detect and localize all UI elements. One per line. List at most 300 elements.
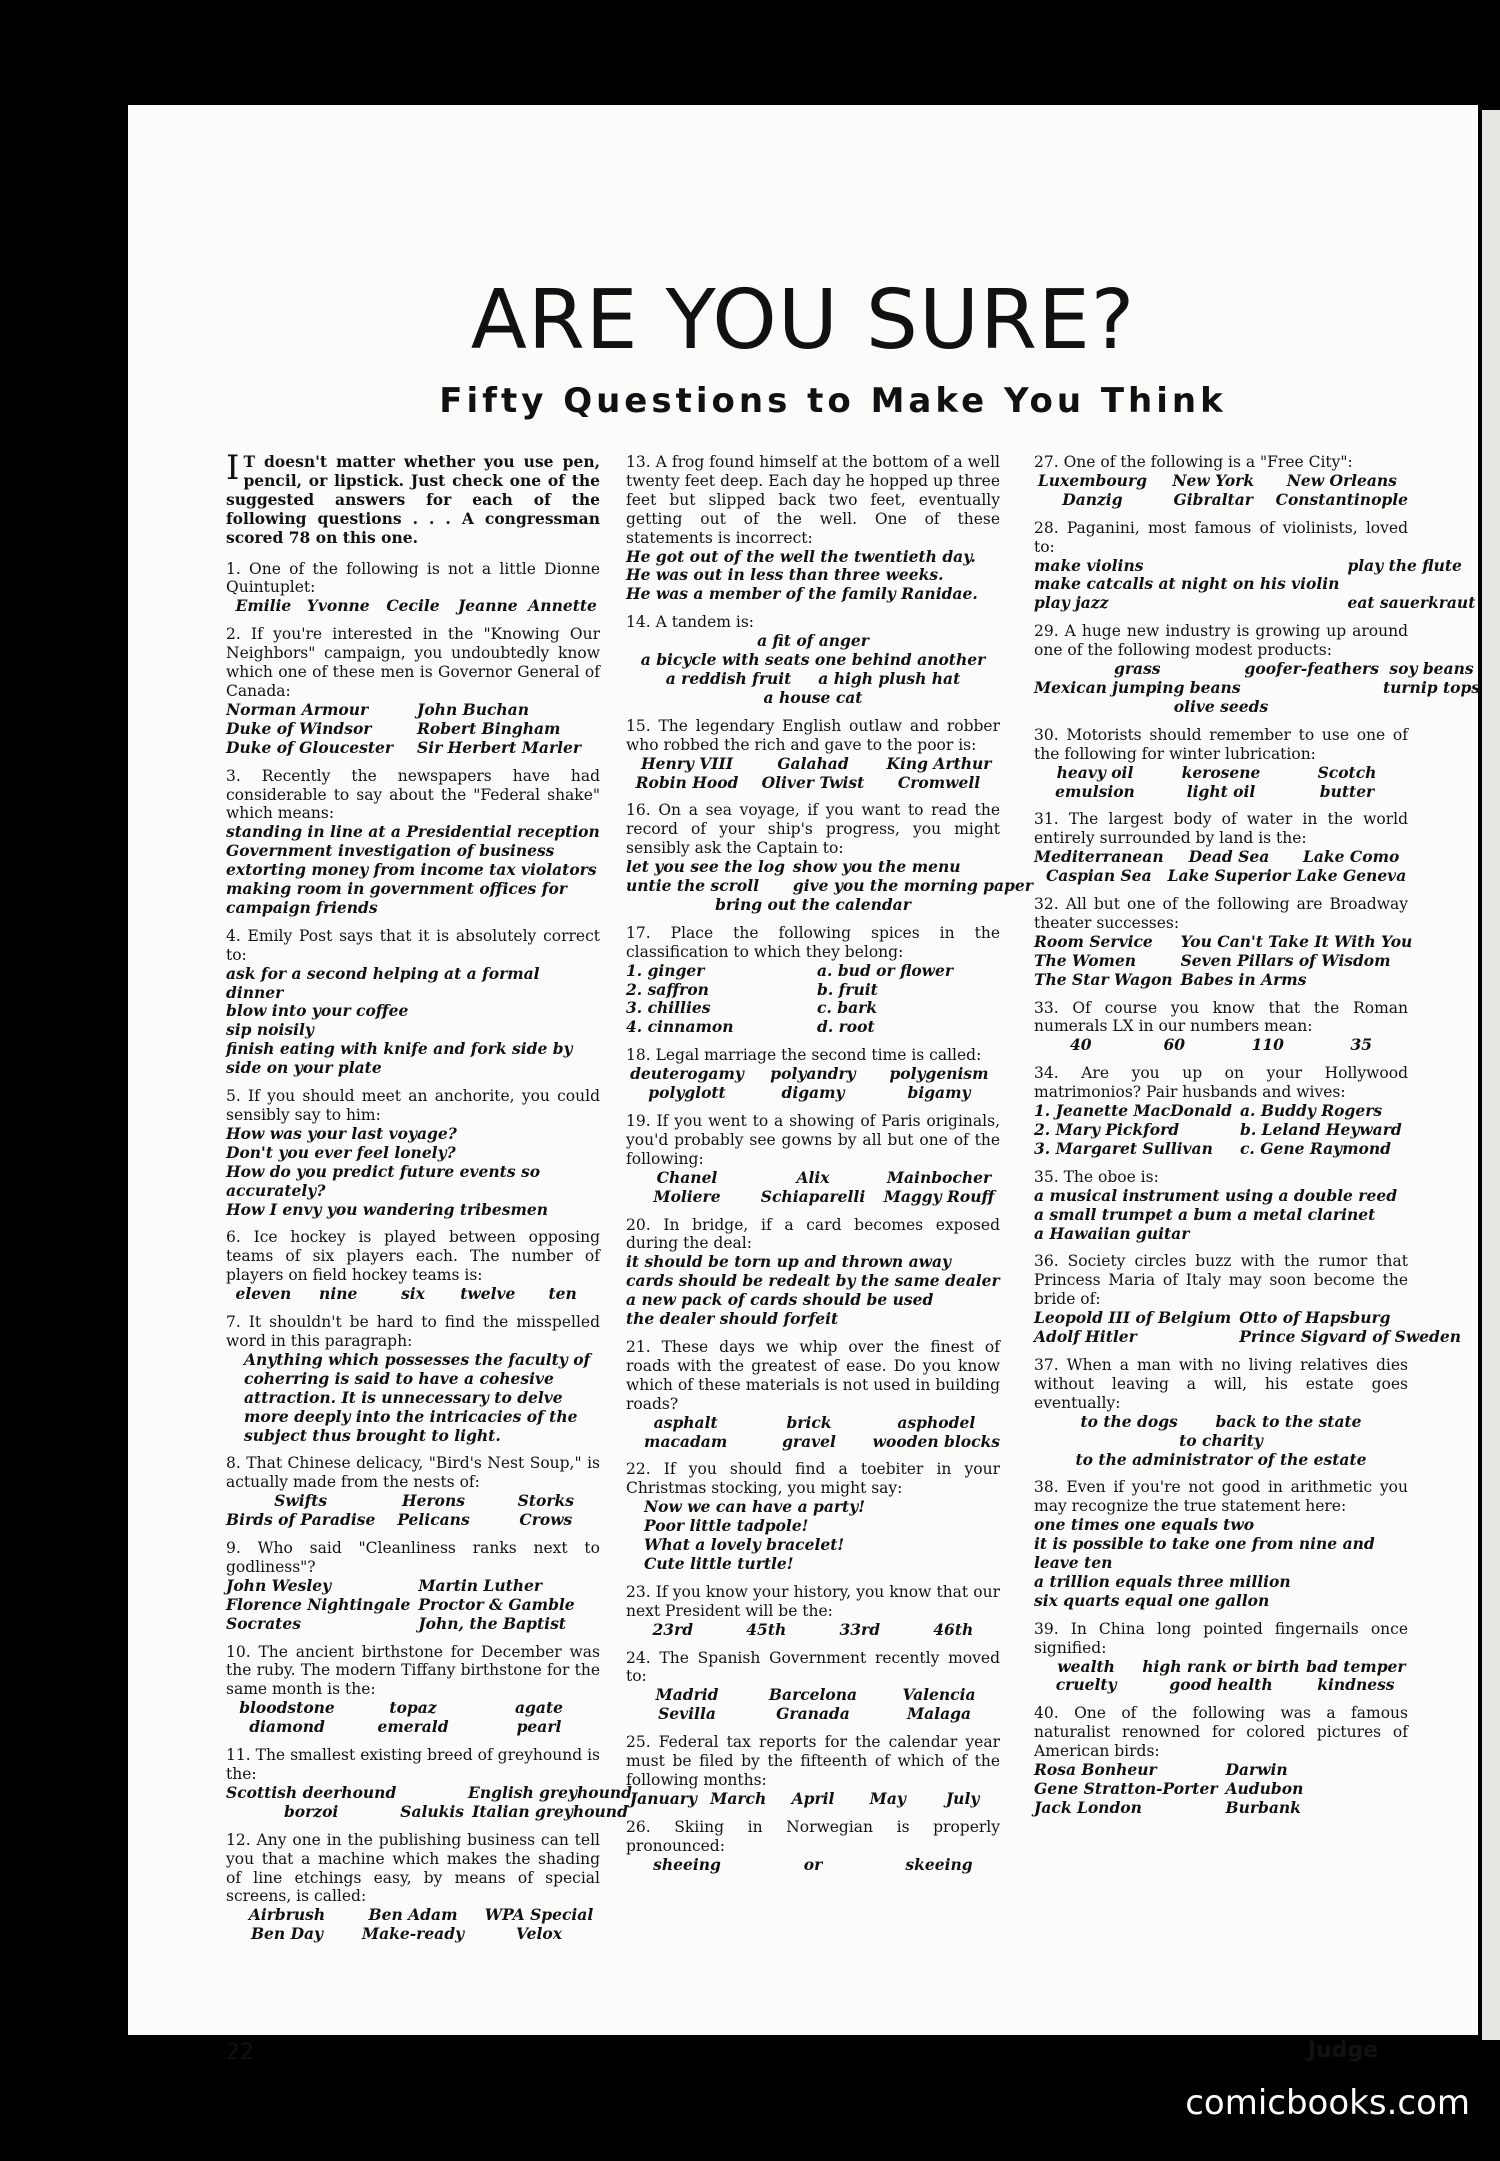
answer-option[interactable]: 4. cinnamon bbox=[626, 1017, 734, 1037]
answer-option[interactable]: heavy oil bbox=[1056, 762, 1134, 782]
answer-option[interactable]: Government investigation of business bbox=[226, 841, 555, 861]
answer-option[interactable]: Dead Sea bbox=[1188, 847, 1270, 867]
answer-option[interactable]: Duke of Windsor bbox=[226, 718, 372, 738]
answer-option[interactable]: emulsion bbox=[1055, 781, 1135, 801]
answer-options bbox=[1034, 1658, 1408, 1696]
answer-option[interactable]: a reddish fruit a high plush hat bbox=[665, 668, 961, 688]
answer-option[interactable]: Darwin bbox=[1225, 1760, 1288, 1780]
answer-option[interactable]: April bbox=[791, 1788, 835, 1808]
answer-options bbox=[1034, 764, 1408, 802]
answer-option[interactable]: 60 bbox=[1163, 1035, 1186, 1055]
answer-options bbox=[626, 1253, 1000, 1329]
answer-option[interactable]: wooden blocks bbox=[872, 1431, 1000, 1451]
question-text: 11. The smallest existing breed of greyhound is the: bbox=[226, 1746, 600, 1783]
answer-option[interactable]: Burbank bbox=[1225, 1797, 1301, 1817]
question-text: 26. Skiing in Norwegian is properly pronounced: bbox=[626, 1817, 1000, 1855]
answer-option[interactable]: topaz bbox=[389, 1698, 437, 1718]
question bbox=[226, 1228, 600, 1304]
answer-option[interactable]: Prince Sigvard of Sweden bbox=[1239, 1327, 1462, 1347]
answer-option[interactable]: Scotch bbox=[1317, 762, 1377, 782]
answer-option[interactable]: Annette bbox=[528, 596, 597, 616]
answer-option[interactable]: You Can't Take It With You bbox=[1180, 931, 1413, 951]
answer-option[interactable]: John Wesley bbox=[226, 1575, 332, 1595]
answer-options bbox=[226, 1906, 600, 1944]
answer-option[interactable]: Maggy Rouff bbox=[883, 1186, 995, 1206]
answer-option[interactable]: 40 bbox=[1069, 1035, 1092, 1055]
question bbox=[626, 1818, 1000, 1875]
answer-option[interactable]: bloodstone bbox=[239, 1698, 335, 1718]
answer-option[interactable]: a Hawaiian guitar bbox=[1034, 1223, 1190, 1243]
question-text: 13. A frog found himself at the bottom of a well twenty feet deep. Each day he hopped up three feet but slipped back two feet, eventually getting out of the well. One of these statements is incorrect: bbox=[626, 453, 1000, 547]
answer-options bbox=[626, 1686, 1000, 1724]
answer-options bbox=[226, 1577, 600, 1634]
answer-option[interactable]: Italian greyhound bbox=[472, 1801, 628, 1821]
answer-options bbox=[1034, 659, 1481, 698]
answer-option[interactable]: Martin Luther bbox=[418, 1575, 543, 1595]
answer-option[interactable]: Airbrush bbox=[248, 1905, 326, 1925]
answer-option[interactable]: light oil bbox=[1186, 781, 1256, 801]
answer-option[interactable]: kindness bbox=[1317, 1675, 1395, 1695]
answer-option[interactable]: Proctor & Gamble bbox=[418, 1594, 575, 1614]
answer-option[interactable]: What a lovely bracelet! bbox=[644, 1535, 845, 1555]
question bbox=[1034, 999, 1408, 1056]
answer-option[interactable]: eat sauerkraut bbox=[1347, 593, 1476, 613]
answer-option[interactable]: or bbox=[803, 1854, 823, 1874]
answer-option[interactable] bbox=[400, 1784, 464, 1803]
question bbox=[1034, 453, 1408, 510]
answer-option[interactable]: Moliere bbox=[653, 1186, 721, 1206]
answer-option[interactable]: high rank or birth bbox=[1142, 1656, 1300, 1676]
answer-option[interactable]: Velox bbox=[516, 1924, 562, 1944]
answer-option[interactable]: Adolf Hitler bbox=[1034, 1327, 1137, 1347]
answer-option[interactable]: Granada bbox=[776, 1704, 850, 1724]
answer-option[interactable]: January bbox=[629, 1788, 697, 1808]
answer-options bbox=[626, 1414, 1000, 1452]
answer-option[interactable]: eleven bbox=[235, 1284, 292, 1304]
answer-option[interactable]: Lake Como bbox=[1302, 847, 1400, 867]
answer-option[interactable]: 1. Jeanette MacDonald bbox=[1034, 1101, 1232, 1121]
answer-options bbox=[626, 1621, 1000, 1640]
answer-option[interactable]: Pelicans bbox=[397, 1510, 470, 1530]
answer-option[interactable]: give you the morning paper bbox=[792, 876, 1033, 896]
question bbox=[226, 560, 600, 617]
answer-option[interactable]: July bbox=[945, 1788, 980, 1808]
answer-option[interactable]: making room in government offices for campaign friends bbox=[226, 879, 567, 917]
answer-option[interactable]: ask for a second helping at a formal dinner bbox=[226, 963, 540, 1002]
answer-options bbox=[626, 755, 1000, 793]
question bbox=[226, 1454, 600, 1530]
question bbox=[626, 1649, 1000, 1725]
answer-option[interactable]: agate bbox=[515, 1698, 563, 1718]
answer-option[interactable]: make violins bbox=[1034, 555, 1144, 575]
answer-option[interactable]: Ben Adam bbox=[368, 1905, 458, 1925]
answer-option[interactable]: The Women bbox=[1034, 950, 1137, 970]
answer-option[interactable]: Mediterranean bbox=[1034, 847, 1164, 867]
question-text: 37. When a man with no living relatives dies without leaving a will, his estate goes eventually: bbox=[1034, 1355, 1408, 1412]
answer-option[interactable]: twelve bbox=[460, 1284, 516, 1304]
answer-option[interactable]: a. Buddy Rogers bbox=[1239, 1101, 1383, 1121]
answer-option[interactable]: Otto of Hapsburg bbox=[1239, 1308, 1391, 1328]
answer-option[interactable]: sip noisily bbox=[226, 1020, 314, 1040]
answer-option-extra[interactable] bbox=[626, 896, 1000, 915]
answer-option[interactable]: polyandry bbox=[770, 1064, 856, 1084]
answer-option[interactable]: Yvonne bbox=[306, 596, 370, 616]
answer-option[interactable]: Cute little turtle! bbox=[644, 1553, 794, 1573]
answer-options bbox=[626, 1856, 1000, 1875]
answer-option[interactable]: turnip tops bbox=[1382, 677, 1481, 697]
answer-option[interactable] bbox=[1347, 575, 1475, 594]
answer-option[interactable]: goofer-feathers bbox=[1244, 659, 1379, 679]
answer-options bbox=[1034, 1102, 1408, 1159]
answer-option[interactable]: Room Service bbox=[1034, 931, 1153, 951]
question-text: 32. All but one of the following are Broadway theater successes: bbox=[1034, 895, 1408, 932]
answer-options bbox=[1034, 555, 1476, 614]
answer-option[interactable]: Now we can have a party! bbox=[644, 1497, 866, 1517]
question-text: 38. Even if you're not good in arithmetic you may recognize the true statement here: bbox=[1034, 1478, 1408, 1516]
question bbox=[626, 924, 1000, 1037]
answer-option[interactable]: John, the Baptist bbox=[418, 1613, 566, 1633]
question-text: 18. Legal marriage the second time is called: bbox=[626, 1046, 982, 1065]
watermark: comicbooks.com bbox=[1185, 2083, 1470, 2123]
question-text: 3. Recently the newspapers have had considerable to say about the "Federal shake" which means: bbox=[226, 766, 600, 823]
answer-option[interactable]: 2. Mary Pickford bbox=[1034, 1120, 1180, 1139]
question bbox=[626, 1112, 1000, 1207]
answer-option[interactable]: May bbox=[869, 1788, 906, 1808]
answer-option[interactable]: olive seeds bbox=[1173, 696, 1269, 716]
answer-option[interactable]: a small trumpet a bum a metal clarinet bbox=[1034, 1204, 1376, 1224]
question-text: 28. Paganini, most famous of violinists, loved to: bbox=[1034, 518, 1408, 556]
answer-option[interactable]: Birds of Paradise bbox=[226, 1510, 376, 1530]
answer-options bbox=[626, 1498, 1000, 1574]
answer-option[interactable]: soy beans bbox=[1389, 659, 1474, 679]
answer-option[interactable]: b. fruit bbox=[817, 979, 878, 999]
answer-option[interactable]: deuterogamy bbox=[630, 1064, 744, 1084]
answer-option[interactable]: gravel bbox=[782, 1431, 836, 1451]
answer-option[interactable]: nine bbox=[319, 1284, 358, 1304]
answer-option[interactable]: Gene Stratton-Porter bbox=[1034, 1779, 1218, 1798]
answer-option[interactable]: a trillion equals three million bbox=[1034, 1571, 1291, 1591]
question bbox=[626, 1216, 1000, 1329]
answer-option[interactable]: Luxembourg bbox=[1037, 470, 1147, 490]
page-number: 22 bbox=[226, 2040, 254, 2065]
question bbox=[226, 1087, 600, 1219]
question bbox=[626, 453, 1000, 604]
answer-options bbox=[1034, 1516, 1408, 1611]
answer-option[interactable]: Audubon bbox=[1225, 1779, 1304, 1798]
question bbox=[226, 927, 600, 1078]
answer-option[interactable]: c. bark bbox=[817, 998, 878, 1018]
question-text: 1. One of the following is not a little Dionne Quintuplet: bbox=[226, 559, 600, 597]
answer-options bbox=[626, 632, 1000, 708]
answer-option[interactable]: New Orleans bbox=[1286, 470, 1397, 490]
question-text: 35. The oboe is: bbox=[1034, 1167, 1159, 1186]
answer-option[interactable]: 46th bbox=[933, 1619, 974, 1639]
answer-option[interactable]: How was your last voyage? bbox=[226, 1123, 457, 1143]
question-text: 15. The legendary English outlaw and robber who robbed the rich and gave to the poor is: bbox=[626, 716, 1000, 754]
question-text: 34. Are you up on your Hollywood matrimonios? Pair husbands and wives: bbox=[1034, 1064, 1408, 1102]
answer-option[interactable]: Storks bbox=[517, 1491, 574, 1511]
answer-option[interactable]: Galahad bbox=[777, 753, 849, 773]
answer-option[interactable]: emerald bbox=[377, 1717, 449, 1737]
answer-option[interactable]: The Star Wagon bbox=[1034, 969, 1173, 989]
answer-option[interactable]: pearl bbox=[516, 1717, 562, 1737]
answer-options bbox=[626, 962, 1000, 1038]
answer-option[interactable]: wealth bbox=[1057, 1656, 1115, 1676]
answer-option[interactable]: Barcelona bbox=[768, 1685, 858, 1705]
answer-option[interactable]: 3. Margaret Sullivan bbox=[1034, 1138, 1213, 1158]
answer-option[interactable]: one times one equals two bbox=[1034, 1515, 1255, 1535]
answer-option[interactable]: it should be torn up and thrown away bbox=[626, 1252, 952, 1272]
answer-option[interactable]: it is possible to take one from nine and leave ten bbox=[1034, 1534, 1375, 1573]
answer-option[interactable]: ten bbox=[548, 1284, 577, 1304]
answer-option[interactable]: Jack London bbox=[1034, 1797, 1142, 1817]
question-list-1 bbox=[226, 559, 632, 1945]
page-title: ARE YOU SURE? bbox=[470, 273, 1136, 368]
question-text: 14. A tandem is: bbox=[626, 613, 755, 632]
question-text: 36. Society circles buzz with the rumor that Princess Maria of Italy may soon become the bride of: bbox=[1034, 1252, 1408, 1309]
answer-option[interactable]: Crows bbox=[519, 1510, 573, 1530]
answer-option[interactable]: Norman Armour bbox=[226, 699, 369, 719]
question-text: 6. Ice hockey is played between opposing teams of six players each. The number of players on field hockey teams is: bbox=[226, 1228, 600, 1285]
answer-option[interactable]: 33rd bbox=[839, 1619, 881, 1639]
question bbox=[1034, 518, 1476, 614]
answer-option[interactable]: cards should be redealt by the same dealer bbox=[626, 1271, 1000, 1291]
question bbox=[626, 1733, 1000, 1809]
question bbox=[226, 1313, 600, 1445]
answer-option[interactable]: Jeanne bbox=[457, 596, 518, 616]
answer-option[interactable]: c. Gene Raymond bbox=[1239, 1138, 1391, 1158]
answer-option[interactable]: He was a member of the family Ranidae. bbox=[626, 584, 978, 604]
answer-option[interactable]: Henry VIII bbox=[640, 753, 734, 773]
question bbox=[1034, 1478, 1408, 1610]
answer-option[interactable]: Sir Herbert Marler bbox=[417, 737, 582, 757]
answer-option[interactable]: show you the menu bbox=[792, 857, 961, 877]
question-text: 22. If you should find a toebiter in your Christmas stocking, you might say: bbox=[626, 1460, 1000, 1498]
answer-option[interactable]: grass bbox=[1114, 659, 1161, 679]
answer-option[interactable]: butter bbox=[1319, 781, 1375, 801]
question bbox=[226, 767, 600, 918]
answer-option[interactable]: bigamy bbox=[907, 1083, 971, 1103]
answer-option[interactable]: let you see the log bbox=[626, 857, 785, 877]
question bbox=[626, 717, 1000, 793]
answer-option[interactable]: a fit of anger bbox=[757, 631, 869, 651]
answer-option[interactable]: b. Leland Heyward bbox=[1239, 1120, 1402, 1139]
answer-option[interactable]: asphodel bbox=[897, 1412, 976, 1432]
answer-option[interactable]: standing in line at a Presidential reception bbox=[226, 822, 600, 842]
answer-option[interactable]: Valencia bbox=[902, 1685, 976, 1705]
question bbox=[1034, 1252, 1462, 1347]
answer-option[interactable]: blow into your coffee bbox=[226, 1001, 409, 1021]
answer-options bbox=[1034, 1413, 1408, 1470]
answer-option[interactable]: Rosa Bonheur bbox=[1034, 1760, 1157, 1780]
answer-option[interactable]: a bicycle with seats one behind another bbox=[640, 650, 986, 670]
question bbox=[1034, 726, 1408, 802]
answer-option[interactable]: 35 bbox=[1350, 1035, 1373, 1055]
answer-option[interactable]: Mainbocher bbox=[886, 1167, 992, 1187]
answer-option[interactable]: Swifts bbox=[274, 1491, 328, 1511]
answer-option[interactable]: How do you predict future events so accurately? bbox=[226, 1161, 541, 1200]
question bbox=[226, 1539, 600, 1634]
question bbox=[626, 1338, 1000, 1451]
question bbox=[226, 625, 600, 757]
answer-option[interactable]: He was out in less than three weeks. bbox=[626, 565, 944, 585]
answer-options bbox=[626, 1169, 1000, 1207]
answer-options bbox=[1034, 848, 1408, 886]
answer-option[interactable]: good health bbox=[1169, 1675, 1273, 1695]
answer-option[interactable]: d. root bbox=[817, 1017, 875, 1037]
question bbox=[626, 1046, 1000, 1103]
answer-option[interactable]: six bbox=[401, 1284, 425, 1304]
answer-option[interactable]: Herons bbox=[401, 1491, 465, 1511]
answer-option[interactable]: borzoi bbox=[283, 1801, 339, 1821]
answer-option[interactable]: Schiaparelli bbox=[760, 1186, 866, 1206]
answer-option[interactable]: Danzig bbox=[1062, 489, 1123, 509]
answer-option[interactable] bbox=[1245, 679, 1379, 698]
answer-option[interactable]: cruelty bbox=[1055, 1675, 1117, 1695]
answer-option[interactable]: Madrid bbox=[655, 1685, 719, 1705]
answer-option[interactable]: Seven Pillars of Wisdom bbox=[1180, 950, 1391, 970]
question-text: 27. One of the following is a "Free City": bbox=[1034, 453, 1353, 471]
answer-option[interactable]: bring out the calendar bbox=[715, 894, 911, 914]
drop-cap: I bbox=[226, 448, 240, 488]
answer-option[interactable]: Socrates bbox=[226, 1613, 301, 1633]
answer-option[interactable]: Lake Geneva bbox=[1296, 866, 1407, 886]
answer-option[interactable]: 23rd bbox=[652, 1619, 694, 1639]
answer-option[interactable]: a house cat bbox=[763, 687, 863, 707]
answer-option[interactable]: Sevilla bbox=[658, 1704, 716, 1724]
answer-option[interactable]: John Buchan bbox=[417, 699, 529, 719]
answer-option[interactable]: Oliver Twist bbox=[761, 772, 865, 792]
answer-option[interactable]: Scottish deerhound bbox=[226, 1782, 397, 1802]
answer-option[interactable]: Cromwell bbox=[897, 772, 981, 792]
answer-option[interactable]: WPA Special bbox=[484, 1905, 594, 1925]
question-text: 33. Of course you know that the Roman numerals LX in our numbers mean: bbox=[1034, 998, 1408, 1036]
answer-option[interactable]: Caspian Sea bbox=[1045, 866, 1152, 886]
answer-option[interactable]: Emilie bbox=[235, 596, 292, 616]
question-text: 30. Motorists should remember to use one of the following for winter lubrication: bbox=[1034, 725, 1408, 763]
question-text: 2. If you're interested in the "Knowing Our Neighbors" campaign, you undoubtedly know which one of these men is Governor General of Canada: bbox=[226, 625, 600, 700]
answer-option[interactable]: diamond bbox=[249, 1717, 325, 1737]
question-text: 29. A huge new industry is growing up around one of the following modest products: bbox=[1034, 622, 1408, 660]
question-list-3 bbox=[1034, 453, 1481, 1818]
answer-option[interactable]: brick bbox=[786, 1412, 832, 1432]
answer-option-extra[interactable] bbox=[1034, 698, 1408, 717]
answer-option[interactable]: 1. ginger bbox=[626, 960, 705, 980]
answer-option[interactable]: polygenism bbox=[889, 1064, 989, 1084]
answer-option[interactable]: 45th bbox=[746, 1619, 787, 1639]
question bbox=[626, 1460, 1000, 1573]
answer-option[interactable]: Anything which possesses the faculty of coherring is said to have a cohesive attraction. It is unnecessary to delve more deeply into the intricacies of the subject thus brought to light. bbox=[244, 1349, 591, 1445]
answer-option[interactable]: Make-ready bbox=[361, 1924, 465, 1944]
answer-option[interactable]: the dealer should forfeit bbox=[626, 1309, 839, 1329]
question bbox=[1034, 810, 1408, 886]
answer-option[interactable]: King Arthur bbox=[886, 753, 992, 773]
question bbox=[226, 1831, 600, 1944]
answer-option[interactable]: English greyhound bbox=[468, 1782, 632, 1802]
answer-option[interactable]: digamy bbox=[781, 1083, 845, 1103]
answer-option[interactable]: Gibraltar bbox=[1173, 489, 1253, 509]
answer-option[interactable]: six quarts equal one gallon bbox=[1034, 1590, 1270, 1610]
answer-option[interactable]: New York bbox=[1172, 470, 1255, 490]
answer-option[interactable]: Leopold III of Belgium bbox=[1034, 1308, 1232, 1328]
answer-option[interactable]: Babes in Arms bbox=[1180, 969, 1307, 989]
answer-option[interactable]: Don't you ever feel lonely? bbox=[226, 1142, 456, 1162]
question-text: 9. Who said "Cleanliness ranks next to godliness"? bbox=[226, 1539, 600, 1576]
answer-option[interactable]: How I envy you wandering tribesmen bbox=[226, 1199, 549, 1219]
answer-option[interactable]: make catcalls at night on his violin bbox=[1034, 574, 1340, 594]
answer-option[interactable]: to the administrator of the estate bbox=[1075, 1449, 1367, 1469]
answer-option[interactable]: skeeing bbox=[905, 1854, 973, 1874]
answer-option[interactable]: Chanel bbox=[656, 1167, 718, 1187]
question-text: 5. If you should meet an anchorite, you could sensibly say to him: bbox=[226, 1087, 600, 1124]
answer-option[interactable]: a. bud or flower bbox=[817, 960, 954, 980]
question bbox=[1034, 1704, 1408, 1817]
answer-options bbox=[626, 548, 1000, 605]
answer-option[interactable]: Poor little tadpole! bbox=[644, 1516, 809, 1536]
answer-option[interactable]: untie the scroll bbox=[626, 876, 759, 896]
answer-option[interactable]: extorting money from income tax violators bbox=[226, 860, 597, 880]
answer-option[interactable]: Alix bbox=[796, 1167, 830, 1187]
answer-options bbox=[226, 701, 600, 758]
answer-option[interactable]: sheeing bbox=[653, 1854, 721, 1874]
answer-option[interactable]: 110 bbox=[1251, 1035, 1284, 1055]
answer-option[interactable]: macadam bbox=[644, 1431, 728, 1451]
answer-option[interactable]: Cecile bbox=[386, 596, 440, 616]
answer-option[interactable]: to charity bbox=[1179, 1430, 1263, 1450]
question-text: 39. In China long pointed fingernails once signified: bbox=[1034, 1619, 1408, 1657]
answer-option[interactable]: a new pack of cards should be used bbox=[626, 1290, 934, 1310]
answer-option[interactable]: Constantinople bbox=[1275, 489, 1408, 509]
answer-option[interactable]: Robert Bingham bbox=[417, 718, 561, 738]
answer-option[interactable]: polyglott bbox=[648, 1083, 726, 1103]
question-text: 23. If you know your history, you know that our next President will be the: bbox=[626, 1582, 1000, 1620]
question bbox=[626, 801, 1033, 914]
answer-options bbox=[626, 1065, 1000, 1103]
answer-options bbox=[226, 1285, 600, 1304]
answer-option[interactable]: play the flute bbox=[1347, 555, 1462, 575]
answer-option[interactable]: a musical instrument using a double reed bbox=[1034, 1185, 1398, 1205]
answer-option[interactable]: Robin Hood bbox=[635, 772, 739, 792]
answer-options bbox=[626, 857, 1033, 896]
question-text: 24. The Spanish Government recently moved to: bbox=[626, 1648, 1000, 1686]
question bbox=[626, 1583, 1000, 1640]
answer-option[interactable]: Florence Nightingale bbox=[226, 1594, 411, 1614]
answer-option[interactable]: to the dogs back to the state bbox=[1080, 1411, 1362, 1431]
answer-option[interactable]: Mexican jumping beans bbox=[1034, 677, 1241, 697]
answer-option[interactable]: kerosene bbox=[1181, 762, 1261, 782]
answer-options bbox=[226, 1351, 600, 1446]
answer-option[interactable]: Lake Superior bbox=[1167, 866, 1291, 886]
answer-option[interactable]: Ben Day bbox=[250, 1924, 324, 1944]
intro-text: T doesn't matter whether you use pen, pencil, or lipstick. Just check one of the suggested answers for each of the following questions . . . A congressman scored 78 on this one. bbox=[226, 452, 600, 547]
answer-option[interactable]: He got out of the well the twentieth day. bbox=[626, 546, 976, 566]
answer-options bbox=[226, 1125, 600, 1220]
answer-option[interactable]: asphalt bbox=[653, 1412, 718, 1432]
answer-option[interactable]: play jazz bbox=[1034, 593, 1109, 613]
question-text: 31. The largest body of water in the world entirely surrounded by land is the: bbox=[1034, 810, 1408, 848]
answer-option[interactable]: 2. saffron bbox=[626, 979, 709, 999]
answer-option[interactable]: March bbox=[710, 1788, 767, 1808]
question bbox=[1034, 622, 1481, 717]
answer-option[interactable]: bad temper bbox=[1306, 1656, 1406, 1676]
answer-option[interactable]: Duke of Gloucester bbox=[226, 737, 394, 757]
answer-option[interactable]: finish eating with knife and fork side by side on your plate bbox=[226, 1039, 573, 1078]
answer-option[interactable]: Malaga bbox=[906, 1704, 971, 1724]
question bbox=[626, 613, 1000, 708]
answer-option[interactable]: Salukis bbox=[400, 1801, 465, 1821]
column-1 bbox=[226, 448, 632, 1953]
answer-option[interactable]: 3. chillies bbox=[626, 998, 711, 1018]
